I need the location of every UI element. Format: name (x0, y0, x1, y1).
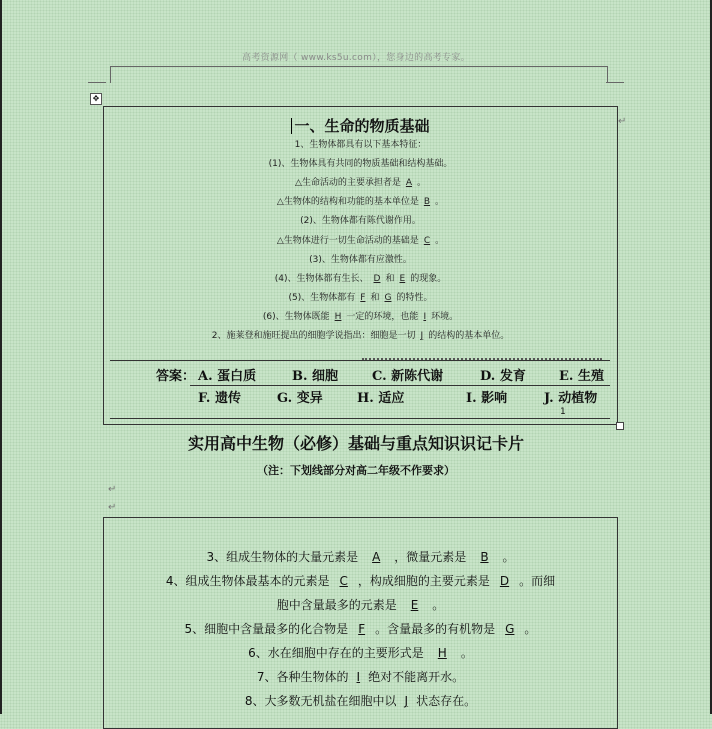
answers-rule-bottom (110, 418, 610, 419)
answer-item: A. 蛋白质 (198, 369, 257, 384)
table-move-handle-icon[interactable]: ✥ (90, 93, 102, 105)
answer-blank: H (437, 646, 447, 660)
answers-rule-mid (190, 385, 610, 386)
question-line: 3、组成生物体的大量元素是 A ，微量元素是 B 。 (206, 550, 515, 564)
answer-blank: D (499, 574, 510, 588)
paragraph-mark-icon: ↵ (618, 116, 627, 127)
answer-blank: H (334, 312, 342, 322)
answer-blank: I (356, 670, 361, 684)
answer-item: E. 生殖 (559, 369, 604, 384)
card1-line: (2)、生物体都有陈代谢作用。 (300, 216, 421, 226)
answer-blank: G (505, 622, 515, 636)
card1-line-environment: (6)、生物体既能 H 一定的环境，也能 I 环境。 (262, 312, 459, 322)
card1-line: △生物体进行一切生命活动的基础是 C 。 (276, 236, 445, 246)
answer-blank: A (372, 550, 381, 564)
answer-item: J. 动植物 (544, 391, 598, 406)
corner-mark-right (606, 82, 624, 83)
answer-blank: E (399, 274, 406, 284)
answer-item: C. 新陈代谢 (372, 369, 444, 384)
header-rule (110, 66, 608, 83)
answer-blank: C (423, 236, 431, 246)
question-line: 7、各种生物体的 I 绝对不能离开水。 (256, 670, 465, 684)
card1-line: (1)、生物体具有共同的物质基础和结构基础。 (268, 159, 453, 169)
question-line: 4、组成生物体最基本的元素是 C ，构成细胞的主要元素是 D 。而细 (165, 574, 556, 588)
paragraph-mark-icon: ↵ (108, 502, 117, 513)
question-line: 6、水在细胞中存在的主要形式是 H 。 (248, 646, 473, 660)
paragraph-mark-icon: ↵ (108, 484, 117, 495)
knowledge-card-2 (103, 517, 618, 729)
answer-item: B. 细胞 (292, 369, 339, 384)
answer-blank: A (405, 178, 413, 188)
answers-label: 答案： (156, 369, 196, 384)
corner-mark-left (88, 82, 106, 83)
answer-blank: J (420, 331, 424, 341)
card1-line-heredity: (5)、生物体都有 F 和 G 的特性。 (288, 293, 433, 303)
card1-line: △生命活动的主要承担者是 A 。 (294, 178, 427, 188)
card1-line: 1、生物体都具有以下基本特征： (294, 140, 427, 150)
answer-item: I. 影响 (466, 391, 508, 406)
page-number: 1 (560, 407, 566, 417)
question-line: 5、细胞中含量最多的化合物是 F 。含量最多的有机物是 G 。 (184, 622, 537, 636)
answer-blank: F (360, 293, 366, 303)
question-line: 8、大多数无机盐在细胞中以 J 状态存在。 (244, 694, 477, 708)
answer-item: H. 适应 (357, 391, 405, 406)
answer-blank: E (410, 598, 419, 612)
answer-blank: B (423, 197, 431, 207)
answer-blank: C (339, 574, 348, 588)
answer-blank: G (384, 293, 392, 303)
answer-item: F. 遗传 (198, 391, 241, 406)
card1-line: (3)、生物体都有应激性。 (309, 255, 412, 265)
answer-blank: B (480, 550, 489, 564)
answer-blank: D (373, 274, 381, 284)
answer-item: D. 发育 (480, 369, 526, 384)
answer-blank: F (358, 622, 366, 636)
knowledge-card-1 (103, 106, 618, 425)
question-line: 胞中含量最多的元素是 E 。 (276, 598, 445, 612)
page-edge-left (0, 0, 2, 714)
card1-line: △生物体的结构和功能的基本单位是 B 。 (276, 197, 445, 207)
answer-blank: I (423, 312, 427, 322)
page-header: 高考资源网（ www.ks5u.com），您身边的高考专家。 (242, 53, 470, 63)
document-note: （注：下划线部分对高二年级不作要求） (257, 464, 455, 477)
answer-blank: J (404, 694, 409, 708)
card1-line-cell-theory: 2、施莱登和施旺提出的细胞学说指出：细胞是一切 J 的结构的基本单位。 (211, 331, 510, 341)
text-cursor (291, 118, 292, 134)
answer-item: G. 变异 (277, 391, 323, 406)
answers-rule-top (110, 360, 610, 361)
card1-title: 一、生命的物质基础 (104, 115, 617, 136)
card1-line-growth: (4)、生物体都有生长、 D 和 E 的现象。 (274, 274, 447, 284)
document-title: 实用高中生物（必修）基础与重点知识识记卡片 (187, 434, 524, 453)
table-resize-handle[interactable] (616, 422, 624, 430)
